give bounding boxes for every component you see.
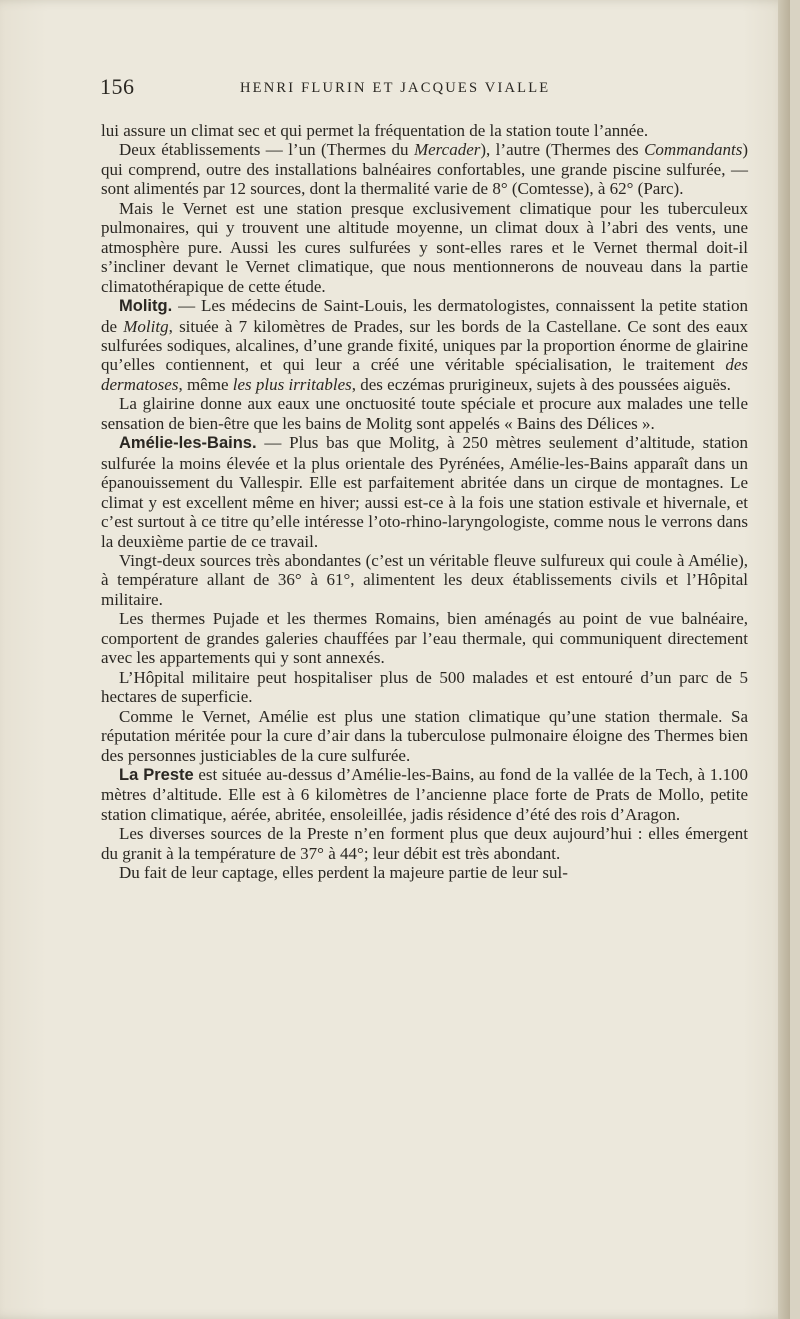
text-run: Du fait de leur captage, elles perdent la majeure partie de leur sul-: [119, 863, 568, 883]
paragraph: [101, 824, 748, 863]
paragraph: [101, 140, 748, 198]
text-run: L’Hôpital militaire peut hospitaliser plus de 500 malades et est entouré d’un parc de 5 hectares de superficie.: [101, 667, 748, 707]
section-lead: Molitg.: [119, 297, 173, 316]
text-run: ) qui comprend, outre des installations balnéaires confortables, une grande piscine sulfurée, — sont alimentés par 12 sources, dont la thermalité varie de 8° (Comtesse), à 62° (Parc).: [101, 140, 748, 199]
paragraph: [101, 609, 748, 667]
text-run: — Les médecins de Saint-Louis, les dermatologistes, connaissent la petite station de: [101, 296, 748, 336]
paragraph: [101, 433, 748, 551]
italic-text: les plus irritables: [232, 374, 352, 394]
text-run: Comme le Vernet, Amélie est plus une station climatique qu’une station thermale. Sa réputation méritée pour la cure d’air dans la tuberculose pulmonaire éloigne des Thermes bien des personnes justiciables de la cure sulfurée.: [101, 706, 748, 765]
text-run: lui assure un climat sec et qui permet la fréquentation de la station toute l’année.: [101, 121, 649, 140]
text-run: , située à 7 kilomètres de Prades, sur les bords de la Castellane. Ce sont des eaux sulfurées sodiques, alcalines, d’une grande fixité, uniques par la proportion énorme de glairine qu’elles contiennent, et qui leur a créé une véritable spécialisation, le traitement: [101, 316, 749, 375]
text-run: Les diverses sources de la Preste n’en forment plus que deux aujourd’hui : elles émergent du granit à la température de 37° à 44°; leur débit est très abondant.: [101, 824, 748, 863]
paragraph: [101, 863, 748, 882]
text-run: , des eczémas prurigineux, sujets à des poussées aiguës.: [351, 374, 731, 394]
section-lead: La Preste: [119, 765, 194, 784]
italic-text: Mercader: [413, 140, 481, 160]
italic-text: des dermatoses: [101, 355, 748, 394]
running-head: HENRI FLURIN ET JACQUES VIALLE: [240, 80, 551, 96]
section-lead: Amélie-les-Bains.: [119, 434, 257, 453]
paragraph: [101, 551, 748, 609]
paragraph: [101, 121, 748, 140]
paragraph: [101, 668, 748, 707]
page-edge: [778, 0, 790, 1319]
paragraph: [101, 765, 748, 824]
paragraph: [101, 296, 748, 394]
paragraph: [101, 707, 748, 765]
text-run: ), l’autre (Thermes des: [480, 140, 645, 160]
text-run: Mais le Vernet est une station presque exclusivement climatique pour les tuberculeux pulmonaires, qui y trouvent une altitude moyenne, un climat doux à l’abri des vents, une atmosphère pure. Aussi les cures sulfurées y sont-elles rares et le Vernet thermal doit-il s’incliner devant le Vernet climatique, que nous mentionnerons de nouveau dans la partie climatothérapique de cette étude.: [101, 198, 748, 296]
text-run: Les thermes Pujade et les thermes Romains, bien aménagés au point de vue balnéaire, comportent de grandes galeries chauffées par l’eau thermale, qui communiquent directement avec les appartements qui y sont annexés.: [101, 609, 748, 668]
italic-text: Commandants: [644, 140, 743, 160]
text-run: — Plus bas que Molitg, à 250 mètres seulement d’altitude, station sulfurée la moins élevée et la plus orientale des Pyrénées, Amélie-les-Bains apparaît dans un épanouissement du Vallespir. Elle est parfaitement abritée dans un cirque de montagnes. Le climat y est excellent même en hiver; aussi est-ce à la fois une station estivale et hivernale, et c’est surtout à ce titre qu’elle intéresse l’oto-rhino-laryngologiste, comme nous le verrons dans la deuxième partie de ce travail.: [101, 433, 748, 551]
text-run: Vingt-deux sources très abondantes (c’est un véritable fleuve sulfureux qui coule à Amélie), à température allant de 36° à 61°, alimentent les deux établissements civils et l’Hôpital militaire.: [101, 550, 748, 609]
paragraph: [101, 394, 748, 433]
text-run: Deux établissements — l’un (Thermes du: [119, 140, 414, 160]
text-run: est située au-dessus d’Amélie-les-Bains, au fond de la vallée de la Tech, à 1.100 mètres d’altitude. Elle est à 6 kilomètres de l’ancienne place forte de Prats de Mollo, petite station climatique, aérée, abritée, ensoleillée, jadis résidence d’été des rois d’Aragon.: [101, 764, 748, 824]
page-number: 156: [100, 74, 135, 99]
body-text: [101, 121, 748, 883]
italic-text: Molitg: [123, 316, 169, 336]
text-run: La glairine donne aux eaux une onctuosité toute spéciale et procure aux malades une telle sensation de bien-être que les bains de Molitg sont appelés « Bains des Délices ».: [101, 394, 748, 433]
paragraph: [101, 199, 748, 296]
text-run: , même: [178, 374, 233, 394]
page-header: [100, 74, 736, 104]
